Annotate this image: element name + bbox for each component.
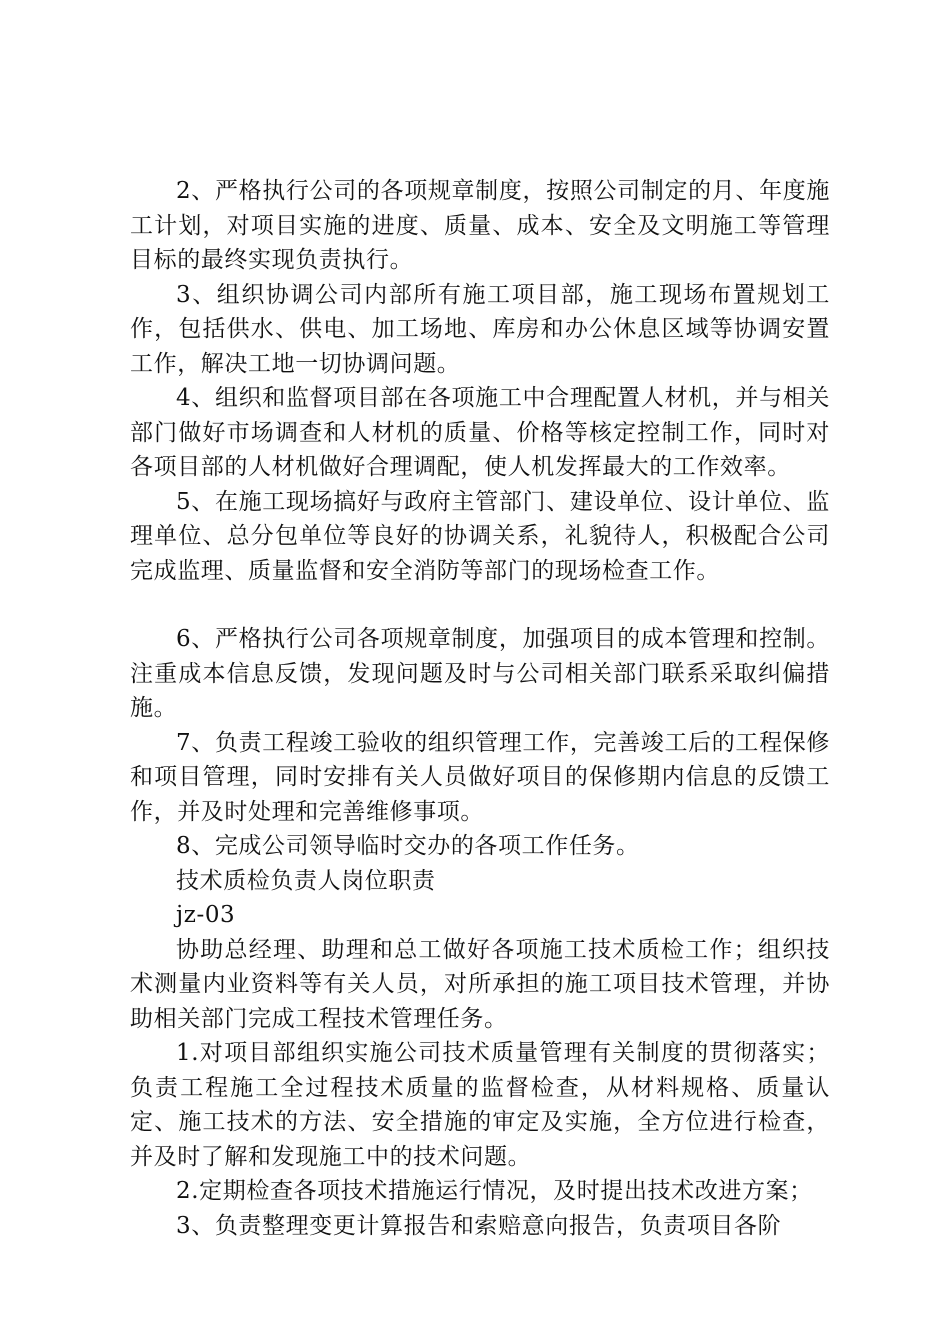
paragraph-tech-3: 3、负责整理变更计算报告和索赔意向报告，负责项目各阶 <box>176 1212 782 1239</box>
section-code: jz-03 <box>176 902 236 928</box>
paragraph-duty-7: 7、负责工程竣工验收的组织管理工作，完善竣工后的工程保修和项目管理，同时安排有关人员做好项目的保修期内信息的反馈工作，并及时处理和完善维修事项。 <box>130 729 830 825</box>
paragraph-duty-3: 3、组织协调公司内部所有施工项目部，施工现场布置规划工作，包括供水、供电、加工场地、库房和办公休息区域等协调安置工作，解决工地一切协调问题。 <box>130 281 830 377</box>
paragraph-duty-2: 2、严格执行公司的各项规章制度，按照公司制定的月、年度施工计划，对项目实施的进度、质量、成本、安全及文明施工等管理目标的最终实现负责执行。 <box>130 178 830 273</box>
paragraph-tech-2: 2.定期检查各项技术措施运行情况，及时提出技术改进方案； <box>176 1178 813 1204</box>
paragraph-tech-1: 1.对项目部组织实施公司技术质量管理有关制度的贯彻落实；负责工程施工全过程技术质量的监督检查，从材料规格、质量认定、施工技术的方法、安全措施的审定及实施，全方位进行检查，并及时了解和发现施工中的技术问题。 <box>130 1040 830 1170</box>
paragraph-duty-8: 8、完成公司领导临时交办的各项工作任务。 <box>176 833 640 859</box>
section-heading: 技术质检负责人岗位职责 <box>176 867 436 894</box>
paragraph-duty-5: 5、在施工现场搞好与政府主管部门、建设单位、设计单位、监理单位、总分包单位等良好的协调关系，礼貌待人，积极配合公司完成监理、质量监督和安全消防等部门的现场检查工作。 <box>130 488 830 584</box>
paragraph-duty-4: 4、组织和监督项目部在各项施工中合理配置人材机，并与相关部门做好市场调查和人材机的质量、价格等核定控制工作，同时对各项目部的人材机做好合理调配，使人机发挥最大的工作效率。 <box>130 385 830 480</box>
paragraph-role-summary: 协助总经理、助理和总工做好各项施工技术质检工作；组织技术测量内业资料等有关人员，对所承担的施工项目技术管理，并协助相关部门完成工程技术管理任务。 <box>130 936 830 1032</box>
document-body <box>130 174 830 1243</box>
paragraph-duty-6: 6、严格执行公司各项规章制度，加强项目的成本管理和控制。注重成本信息反馈，发现问题及时与公司相关部门联系采取纠偏措施。 <box>130 626 830 721</box>
